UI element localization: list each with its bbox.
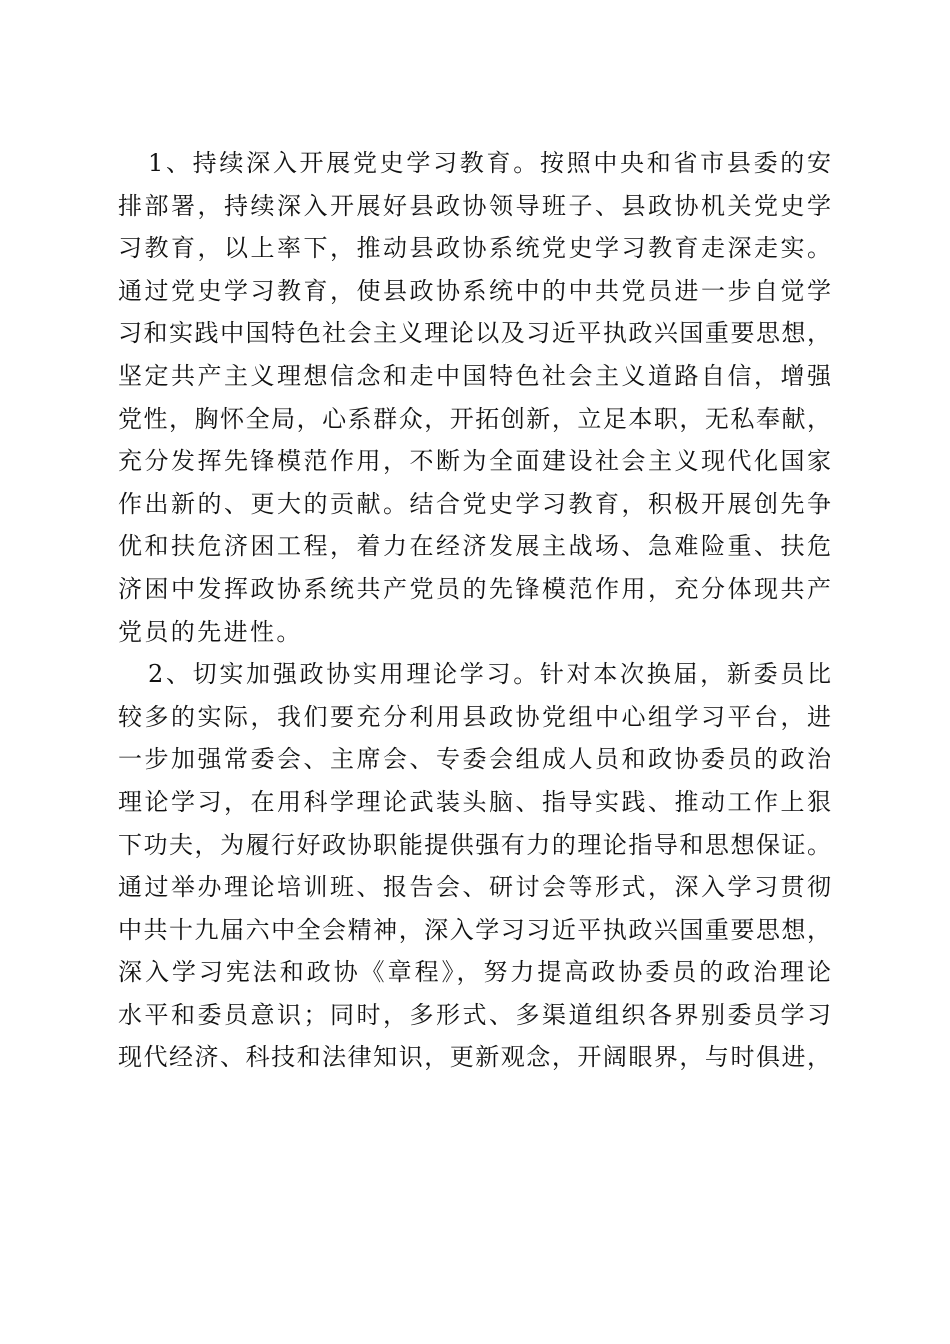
document-page	[118, 142, 832, 1079]
paragraph-1	[118, 142, 832, 653]
text-line: 较多的实际，我们要充分利用县政协党组中心组学习平台，进	[118, 702, 832, 731]
text-line: 党性，胸怀全局，心系群众，开拓创新，立足本职，无私奉献，	[118, 404, 832, 433]
text-line: 1、持续深入开展党史学习教育。按照中央和省市县委的安	[148, 149, 832, 177]
text-line: 深入学习宪法和政协《章程》，努力提高政协委员的政治理论	[118, 958, 832, 987]
text-line: 中共十九届六中全会精神，深入学习习近平执政兴国重要思想，	[118, 915, 832, 944]
text-line: 通过举办理论培训班、报告会、研讨会等形式，深入学习贯彻	[118, 873, 832, 902]
text-line: 通过党史学习教育，使县政协系统中的中共党员进一步自觉学	[118, 276, 832, 305]
text-line: 坚定共产主义理想信念和走中国特色社会主义道路自信，增强	[118, 361, 832, 390]
text-line: 一步加强常委会、主席会、专委会组成人员和政协委员的政治	[118, 745, 832, 774]
paragraph-2	[118, 653, 832, 1079]
text-line: 党员的先进性。	[118, 617, 303, 646]
text-line: 济困中发挥政协系统共产党员的先锋模范作用，充分体现共产	[118, 574, 832, 603]
text-line: 习和实践中国特色社会主义理论以及习近平执政兴国重要思想，	[118, 319, 832, 348]
text-line: 作出新的、更大的贡献。结合党史学习教育，积极开展创先争	[118, 489, 832, 518]
text-line: 充分发挥先锋模范作用，不断为全面建设社会主义现代化国家	[118, 447, 832, 476]
text-line: 现代经济、科技和法律知识，更新观念，开阔眼界，与时俱进，	[118, 1043, 832, 1072]
text-line: 2、切实加强政协实用理论学习。针对本次换届，新委员比	[148, 660, 832, 689]
text-line: 习教育，以上率下，推动县政协系统党史学习教育走深走实。	[118, 234, 832, 263]
text-line: 理论学习，在用科学理论武装头脑、指导实践、推动工作上狠	[118, 787, 832, 816]
text-line: 排部署，持续深入开展好县政协领导班子、县政协机关党史学	[118, 191, 832, 220]
text-line: 水平和委员意识；同时，多形式、多渠道组织各界别委员学习	[118, 1000, 832, 1029]
text-line: 优和扶危济困工程，着力在经济发展主战场、急难险重、扶危	[118, 532, 832, 561]
text-line: 下功夫，为履行好政协职能提供强有力的理论指导和思想保证。	[118, 830, 832, 859]
